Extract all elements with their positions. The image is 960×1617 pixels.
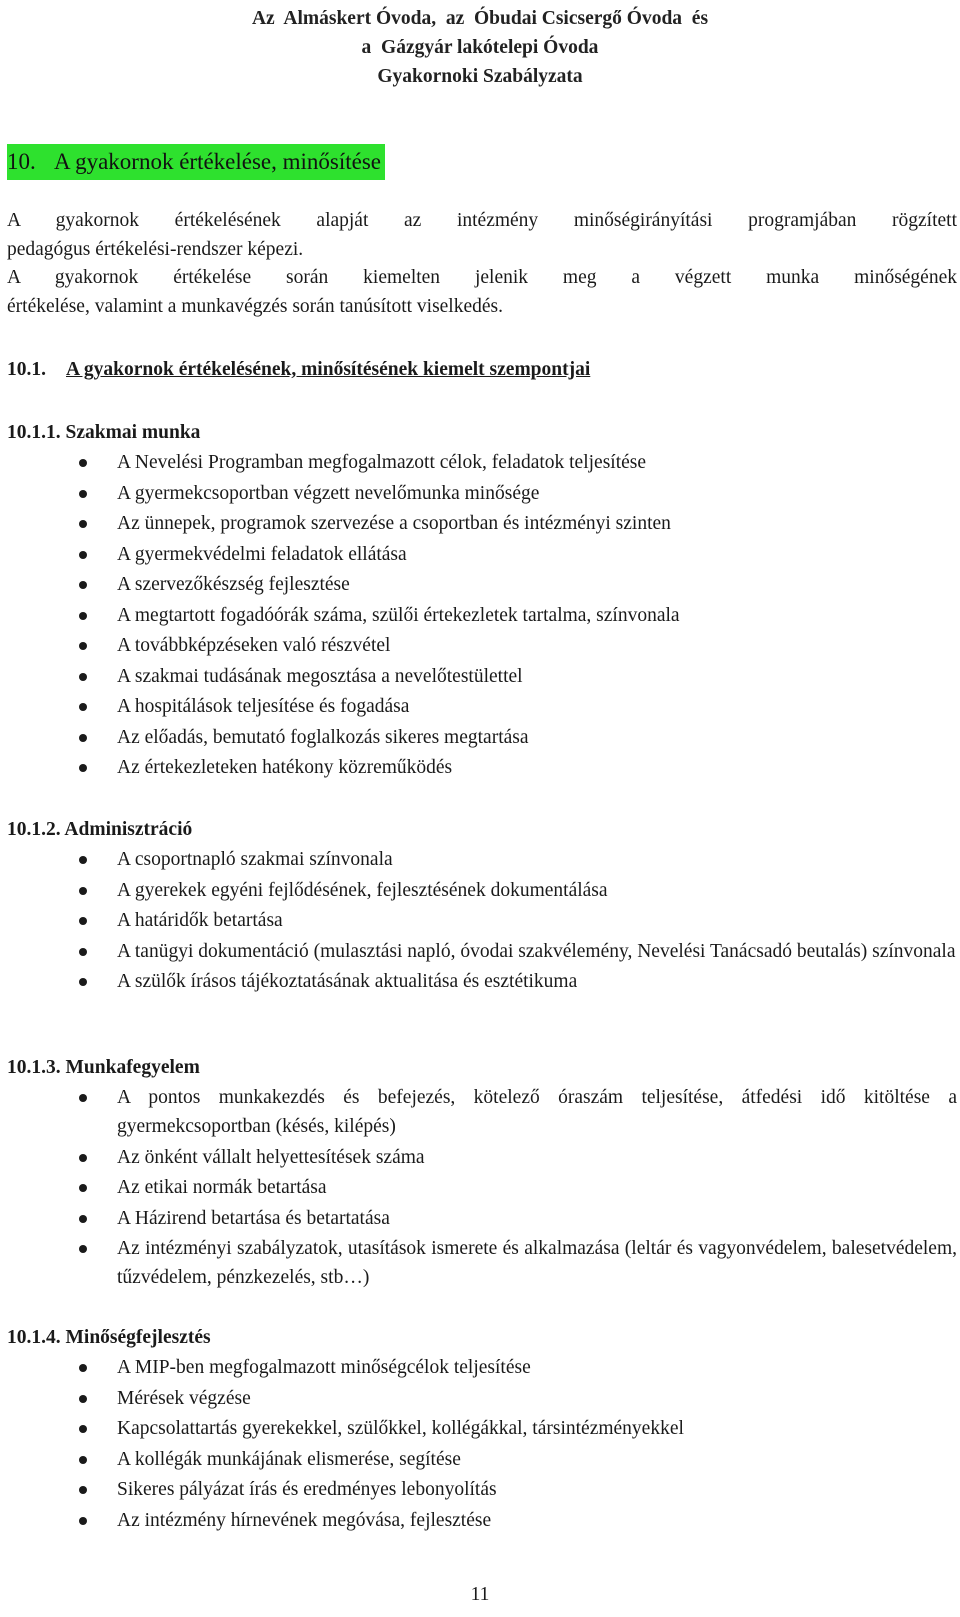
list-item: A határidők betartása [0,906,957,935]
header-line-1: Az Almáskert Óvoda, az Óbudai Csicsergő Óvoda és [251,8,709,29]
intro-paragraph-2-line-2: értékelése, valamint a munkavégzés során tanúsított viselkedés. [7,296,504,317]
list-item: A szervezőkészség fejlesztése [0,570,957,599]
bullet-icon [79,490,87,498]
bullet-icon [79,1395,87,1403]
section-list-szakmai-munka [0,448,957,784]
bullet-icon [79,642,87,650]
bullet-icon [79,1245,87,1253]
section-heading-szakmai-munka: 10.1.1. Szakmai munka [7,422,201,443]
list-item: A csoportnapló szakmai színvonala [0,845,957,874]
bullet-icon [79,948,87,956]
bullet-icon [79,917,87,925]
subsection-heading [7,356,590,384]
bullet-icon [79,551,87,559]
section-list-minosegfejlesztes [0,1353,957,1536]
list-item: A gyerekek egyéni fejlődésének, fejlesztésének dokumentálása [0,876,957,905]
bullet-icon [79,764,87,772]
bullet-icon [79,1425,87,1433]
list-item: A megtartott fogadóórák száma, szülői értekezletek tartalma, színvonala [0,601,957,630]
bullet-icon [79,581,87,589]
chapter-number: 10. [7,149,36,174]
bullet-icon [79,1486,87,1494]
bullet-icon [79,1364,87,1372]
header-line-2: a Gázgyár lakótelepi Óvoda [361,37,599,58]
list-item: Az intézmény hírnevének megóvása, fejlesztése [0,1506,957,1535]
list-item: A szülők írásos tájékoztatásának aktualitása és esztétikuma [0,967,957,996]
bullet-icon [79,520,87,528]
bullet-icon [79,459,87,467]
header-line-3: Gyakornoki Szabályzata [377,66,583,87]
list-item: Az értekezleteken hatékony közreműködés [0,753,957,782]
bullet-icon [79,856,87,864]
bullet-icon [79,673,87,681]
list-item: Kapcsolattartás gyerekekkel, szülőkkel, kollégákkal, társintézményekkel [0,1414,957,1443]
chapter-heading [7,144,385,180]
list-item: A továbbképzéseken való részvétel [0,631,957,660]
bullet-icon [79,1094,87,1102]
bullet-icon [79,703,87,711]
list-item: A hospitálások teljesítése és fogadása [0,692,957,721]
bullet-icon [79,978,87,986]
intro-paragraph-1-line-2: pedagógus értékelési-rendszer képezi. [7,239,304,260]
intro-paragraph-1-line-1: A gyakornok értékelésének alapját az intézmény minőségirányítási programjában rögzített [7,210,957,231]
bullet-icon [79,887,87,895]
bullet-icon [79,734,87,742]
bullet-icon [79,1517,87,1525]
section-heading-minosegfejlesztes: 10.1.4. Minőségfejlesztés [7,1327,211,1348]
list-item: A gyermekcsoportban végzett nevelőmunka minősége [0,479,957,508]
list-item: A gyermekvédelmi feladatok ellátása [0,540,957,569]
list-item: A szakmai tudásának megosztása a nevelőtestülettel [0,662,957,691]
intro-paragraph-2-line-1: A gyakornok értékelése során kiemelten jelenik meg a végzett munka minőségének [7,267,957,288]
bullet-icon [79,1456,87,1464]
list-item: A pontos munkakezdés és befejezés, kötelező óraszám teljesítése, átfedési idő kitöltése a gyermekcsoportban (késés, kilépés) [0,1083,957,1141]
list-item: Az ünnepek, programok szervezése a csoportban és intézményi szinten [0,509,957,538]
list-item: A Házirend betartása és betartatása [0,1204,957,1233]
list-item: Az intézményi szabályzatok, utasítások ismerete és alkalmazása (leltár és vagyonvédelem, balesetvédelem, tűzvédelem, pénzkezelés, stb…) [0,1234,957,1292]
bullet-icon [79,1154,87,1162]
list-item: Az előadás, bemutató foglalkozás sikeres megtartása [0,723,957,752]
section-list-adminisztracio [0,845,957,998]
list-item: Sikeres pályázat írás és eredményes lebonyolítás [0,1475,957,1504]
chapter-title: A gyakornok értékelése, minősítése [54,149,382,174]
list-item: Az etikai normák betartása [0,1173,957,1202]
list-item: A kollégák munkájának elismerése, segítése [0,1445,957,1474]
list-item: A MIP-ben megfogalmazott minőségcélok teljesítése [0,1353,957,1382]
page-number: 11 [470,1584,490,1605]
list-item: Az önként vállalt helyettesítések száma [0,1143,957,1172]
list-item: A Nevelési Programban megfogalmazott célok, feladatok teljesítése [0,448,957,477]
bullet-icon [79,612,87,620]
bullet-icon [79,1184,87,1192]
subsection-number: 10.1. [7,359,46,380]
section-heading-adminisztracio: 10.1.2. Adminisztráció [7,819,193,840]
section-list-munkafegyelem [0,1083,957,1294]
subsection-title: A gyakornok értékelésének, minősítésének kiemelt szempontjai [66,359,591,380]
document-header [0,4,960,91]
section-heading-munkafegyelem: 10.1.3. Munkafegyelem [7,1057,200,1078]
list-item: A tanügyi dokumentáció (mulasztási napló, óvodai szakvélemény, Nevelési Tanácsadó beutalás) színvonala [0,937,957,966]
list-item: Mérések végzése [0,1384,957,1413]
bullet-icon [79,1215,87,1223]
